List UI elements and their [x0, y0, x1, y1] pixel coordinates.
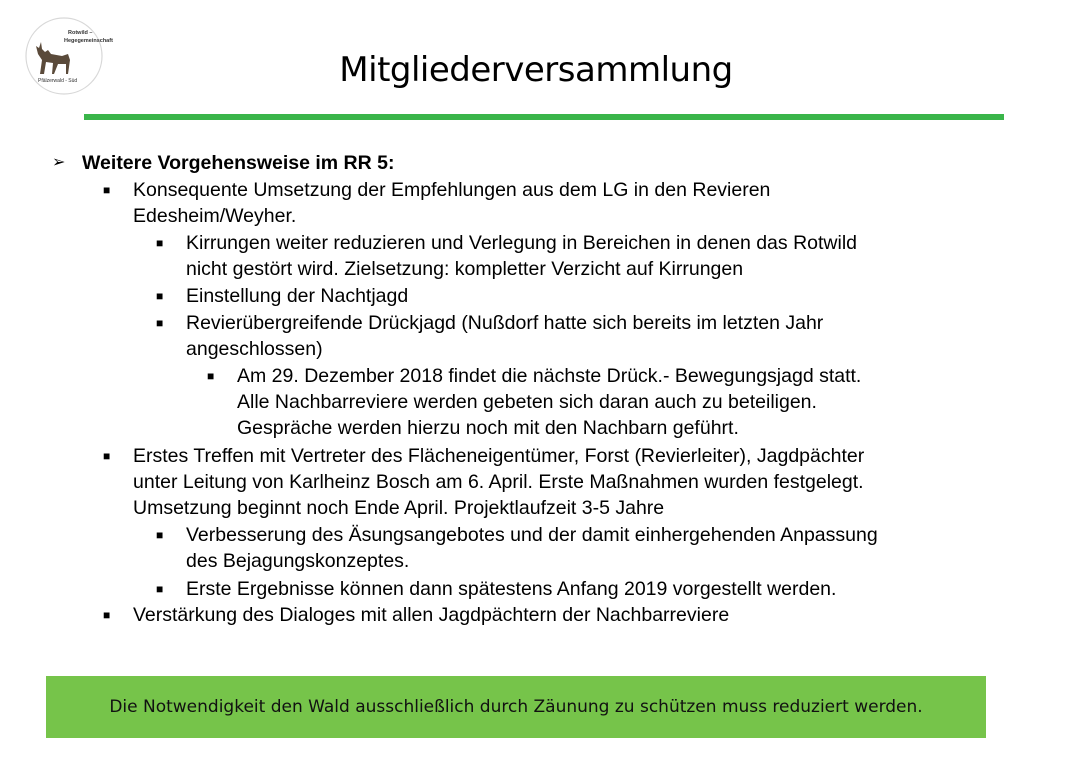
bullet-text-line: nicht gestört wird. Zielsetzung: kompletter Verzicht auf Kirrungen: [186, 257, 744, 280]
bullet-text-line: Weitere Vorgehensweise im RR 5:: [82, 152, 395, 174]
bullet-text-line: Einstellung der Nachtjagd: [186, 285, 409, 307]
bullet-item: [103, 177, 993, 229]
logo-line2: Hegegemeinschaft: [64, 38, 113, 44]
arrow-bullet-icon: ➢: [52, 154, 66, 171]
bullet-item: [103, 443, 993, 521]
bullet-text-line: Verbesserung des Äsungsangebotes und der damit einhergehenden Anpassung: [186, 524, 878, 547]
bullet-text-line: Umsetzung beginnt noch Ende April. Projektlaufzeit 3-5 Jahre: [133, 496, 665, 519]
bullet-item: [103, 602, 993, 628]
callout-box: [46, 676, 986, 738]
page-title: Mitgliederversammlung: [339, 50, 733, 90]
bullet-item: [156, 522, 986, 574]
bullet-text-line: Kirrungen weiter reduzieren und Verlegung in Bereichen in denen das Rotwild: [186, 231, 858, 254]
bullet-text-line: Revierübergreifende Drückjagd (Nußdorf hatte sich bereits im letzten Jahr: [186, 311, 824, 334]
bullet-text-line: angeschlossen): [186, 337, 323, 360]
bullet-text-line: Alle Nachbarreviere werden gebeten sich daran auch zu beteiligen.: [237, 390, 817, 413]
square-bullet-icon: ■: [103, 608, 111, 623]
square-bullet-icon: ■: [156, 528, 164, 543]
square-bullet-icon: ■: [103, 182, 111, 197]
square-bullet-icon: ■: [156, 315, 164, 330]
bullet-text-line: Am 29. Dezember 2018 findet die nächste Drück.- Bewegungsjagd statt.: [237, 364, 862, 387]
bullet-text-line: Edesheim/Weyher.: [133, 204, 297, 227]
bullet-item: [52, 150, 982, 176]
bullet-item: [156, 576, 986, 602]
square-bullet-icon: ■: [103, 448, 111, 463]
bullet-text-line: Gespräche werden hierzu noch mit den Nachbarn geführt.: [237, 416, 739, 439]
bullet-item: [156, 283, 986, 309]
square-bullet-icon: ■: [207, 368, 215, 383]
bullet-item: [207, 363, 987, 441]
bullet-text-line: Verstärkung des Dialoges mit allen Jagdpächtern der Nachbarreviere: [133, 604, 730, 627]
bullet-text-line: Konsequente Umsetzung der Empfehlungen aus dem LG in den Revieren: [133, 178, 771, 201]
bullet-text-line: Erstes Treffen mit Vertreter des Flächeneigentümer, Forst (Revierleiter), Jagdpächter: [133, 444, 865, 467]
bullet-text-line: des Bejagungskonzeptes.: [186, 550, 410, 573]
bullet-item: [156, 310, 986, 362]
square-bullet-icon: ■: [156, 581, 164, 596]
bullet-item: [156, 230, 986, 282]
bullet-text-line: unter Leitung von Karlheinz Bosch am 6. April. Erste Maßnahmen wurden festgelegt.: [133, 470, 864, 493]
square-bullet-icon: ■: [156, 235, 164, 250]
square-bullet-icon: ■: [156, 289, 164, 303]
logo-line3: Pfälzerwald - Süd: [38, 78, 78, 84]
callout-text: Die Notwendigkeit den Wald ausschließlich durch Zäunung zu schützen muss reduziert werden.: [109, 697, 923, 717]
title-divider: [84, 114, 1004, 120]
bullet-text-line: Erste Ergebnisse können dann spätestens Anfang 2019 vorgestellt werden.: [186, 577, 837, 600]
logo-line1: Rotwild –: [68, 30, 93, 36]
